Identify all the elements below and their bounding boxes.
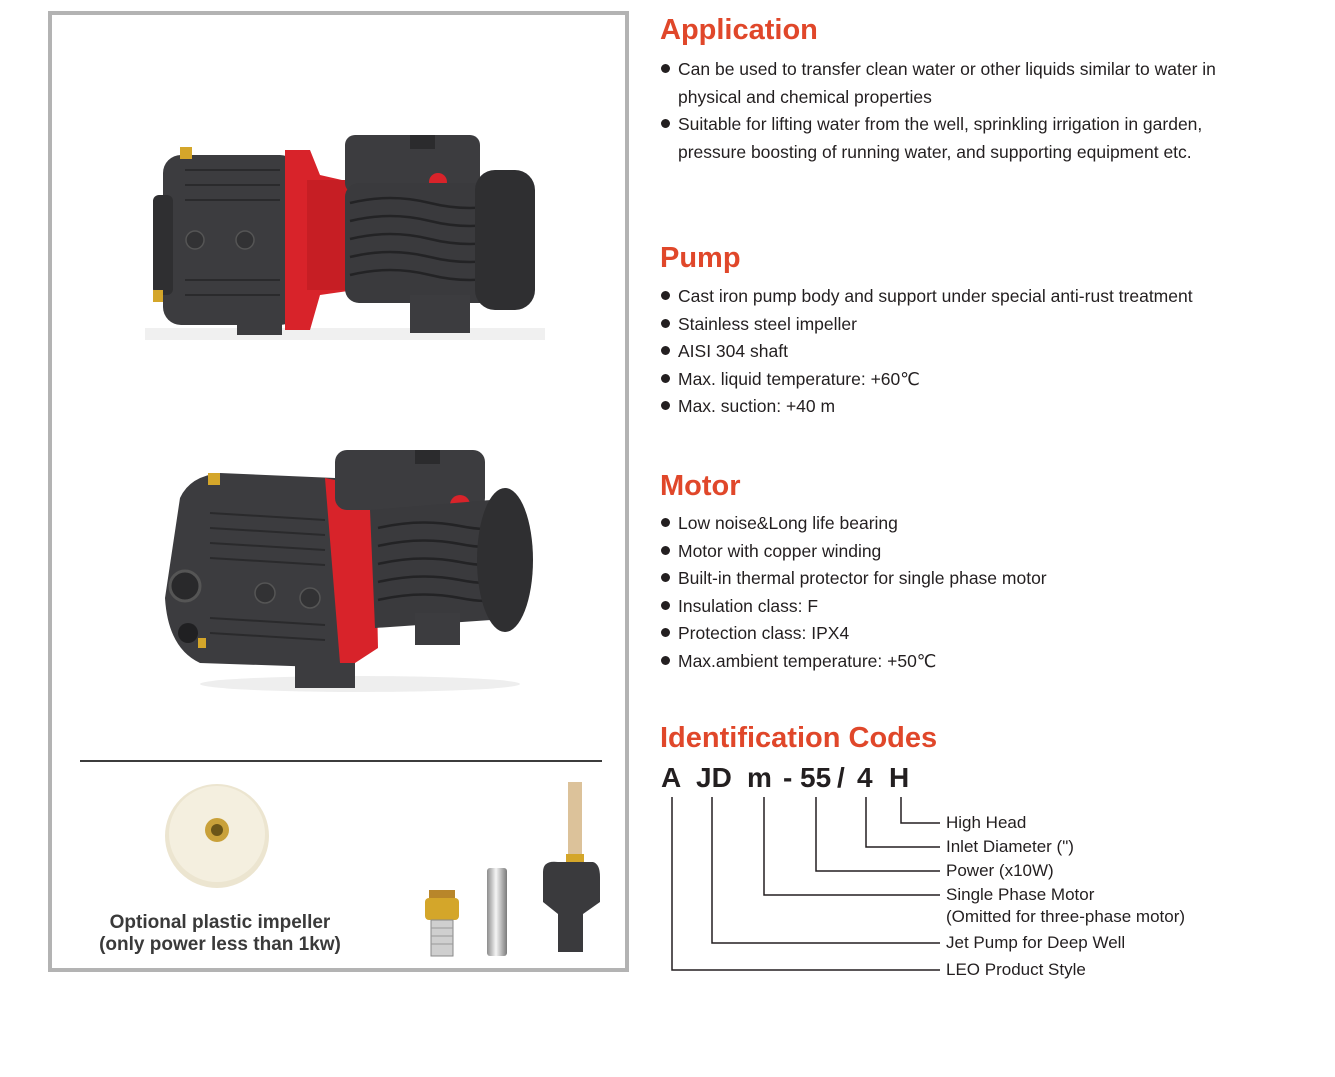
impeller-caption-line2: (only power less than 1kw): [99, 934, 341, 955]
code-part-power: 55: [800, 762, 832, 793]
code-label-product-style: LEO Product Style: [946, 960, 1086, 979]
motor-item: Built-in thermal protector for single phase motor: [660, 565, 1260, 593]
pump-title: Pump: [660, 242, 741, 274]
motor-title: Motor: [660, 470, 741, 502]
pump-item: AISI 304 shaft: [660, 338, 1280, 366]
pump-item: Max. suction: +40 m: [660, 393, 1280, 421]
motor-item: Low noise&Long life bearing: [660, 510, 1260, 538]
motor-item: Insulation class: F: [660, 593, 1260, 621]
motor-item: Max.ambient temperature: +50℃: [660, 648, 1260, 676]
impeller-caption-line1: Optional plastic impeller: [109, 912, 331, 933]
code-label-inlet-diameter: Inlet Diameter ("): [946, 837, 1074, 856]
code-part-dash: -: [783, 762, 793, 793]
application-item: Suitable for lifting water from the well, sprinkling irrigation in garden, pressure boosting of running water, and supporting equipment etc.: [660, 111, 1238, 166]
code-part-inlet: 4: [857, 762, 873, 793]
pump-item: Max. liquid temperature: +60℃: [660, 366, 1280, 394]
code-label-three-phase-note: (Omitted for three-phase motor): [946, 907, 1186, 926]
pump-item: Cast iron pump body and support under special anti-rust treatment: [660, 283, 1280, 311]
application-item: Can be used to transfer clean water or other liquids similar to water in physical and chemical properties: [660, 56, 1238, 111]
pump-item: Stainless steel impeller: [660, 311, 1280, 339]
code-label-single-phase-motor: Single Phase Motor: [946, 885, 1095, 904]
application-title: Application: [660, 14, 818, 46]
code-part-style: A: [661, 762, 682, 793]
code-label-high-head: High Head: [946, 813, 1027, 832]
code-label-power: Power (x10W): [946, 861, 1054, 880]
code-part-slash: /: [837, 762, 845, 793]
motor-item: Protection class: IPX4: [660, 620, 1260, 648]
code-label-jet-pump: Jet Pump for Deep Well: [946, 933, 1126, 952]
identification-title: Identification Codes: [660, 722, 938, 754]
motor-item: Motor with copper winding: [660, 538, 1260, 566]
code-part-single-phase: m: [747, 762, 772, 793]
code-part-jet-pump: JD: [696, 762, 732, 793]
code-part-high-head: H: [889, 762, 910, 793]
